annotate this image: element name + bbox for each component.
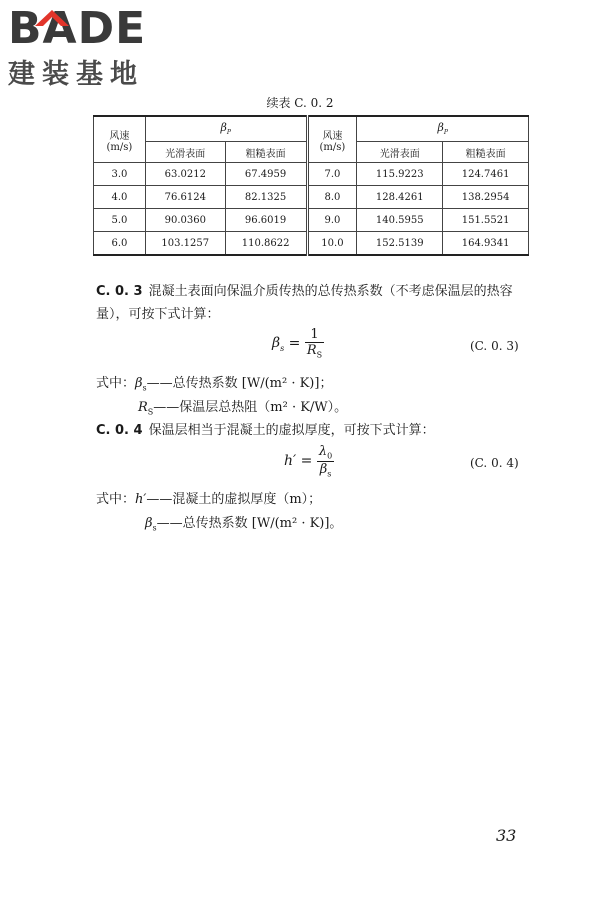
smooth-surface-header: 光滑表面: [145, 142, 225, 163]
cell-wind-speed: 10.0: [307, 232, 357, 256]
cell-wind-speed: 7.0: [307, 163, 357, 186]
cell-rough: 138.2954: [443, 186, 529, 209]
cell-rough: 124.7461: [443, 163, 529, 186]
clause-c04-number: C. 0. 4: [96, 423, 143, 438]
cell-wind-speed: 9.0: [307, 209, 357, 232]
cell-rough: 67.4959: [225, 163, 307, 186]
cell-smooth: 152.5139: [357, 232, 443, 256]
beta-header-2: $\beta_P$: [357, 116, 529, 142]
rough-surface-header: 粗糙表面: [225, 142, 307, 163]
table-row: [94, 163, 529, 186]
logo-subtitle: 建装基地: [8, 59, 144, 90]
where-c03-line2: $R_S——$保温层总热阻（m² · K/W）。: [138, 400, 348, 417]
where-c03-line1: 式中：$\beta_s——$总传热系数 [W/(m² · K)]；: [96, 376, 333, 393]
cell-smooth: 76.6124: [145, 186, 225, 209]
cell-rough: 151.5521: [443, 209, 529, 232]
logo-wordmark: BADE: [8, 3, 147, 54]
wind-speed-table: [93, 115, 529, 256]
table-header-row: [94, 116, 529, 142]
clause-c04-paragraph: [96, 419, 526, 442]
cell-smooth: 128.4261: [357, 186, 443, 209]
cell-wind-speed: 4.0: [94, 186, 146, 209]
equation-number-c04: (C. 0. 4): [470, 456, 519, 470]
page-number: 33: [496, 826, 517, 845]
cell-smooth: 103.1257: [145, 232, 225, 256]
where-c04-line1: 式中：h′——混凝土的虚拟厚度（m）；: [96, 492, 322, 507]
table-row: [94, 209, 529, 232]
where-c04-line2: $\beta_s——$总传热系数 [W/(m² · K)]。: [145, 516, 343, 533]
clause-c04-text: 保温层相当于混凝土的虚拟厚度，可按下式计算：: [148, 423, 435, 438]
clause-c03-text: 混凝土表面向保温介质传热的总传热系数（不考虑保温层的热容量），可按下式计算：: [96, 284, 513, 322]
cell-rough: 96.6019: [225, 209, 307, 232]
formula-c03: $\beta_s$ = $\frac{1}{R_S}$: [272, 327, 323, 360]
cell-smooth: 63.0212: [145, 163, 225, 186]
cell-rough: 110.8622: [225, 232, 307, 256]
table-caption: 续表 C. 0. 2: [266, 96, 334, 110]
equation-number-c03: (C. 0. 3): [470, 339, 519, 353]
cell-rough: 82.1325: [225, 186, 307, 209]
table-row: [94, 232, 529, 256]
wind-speed-header-2: 风速 (m/s): [307, 116, 357, 163]
logo-accent-icon: [35, 10, 69, 26]
clause-c03-paragraph: [96, 280, 526, 326]
cell-wind-speed: 6.0: [94, 232, 146, 256]
beta-header: $\beta_P$: [145, 116, 307, 142]
smooth-surface-header-2: 光滑表面: [357, 142, 443, 163]
cell-wind-speed: 5.0: [94, 209, 146, 232]
table-row: [94, 186, 529, 209]
cell-wind-speed: 8.0: [307, 186, 357, 209]
formula-c04-fraction: $\frac{\lambda_0}{\beta_s}$: [318, 444, 333, 479]
formula-c03-fraction: $\frac{1}{R_S}$: [306, 327, 323, 360]
cell-smooth: 140.5955: [357, 209, 443, 232]
clause-c03-number: C. 0. 3: [96, 284, 143, 299]
cell-smooth: 115.9223: [357, 163, 443, 186]
cell-wind-speed: 3.0: [94, 163, 146, 186]
cell-rough: 164.9341: [443, 232, 529, 256]
rough-surface-header-2: 粗糙表面: [443, 142, 529, 163]
formula-c04: h′ = $\frac{\lambda_0}{\beta_s}$: [284, 444, 333, 479]
wind-speed-header: 风速 (m/s): [94, 116, 146, 163]
cell-smooth: 90.0360: [145, 209, 225, 232]
